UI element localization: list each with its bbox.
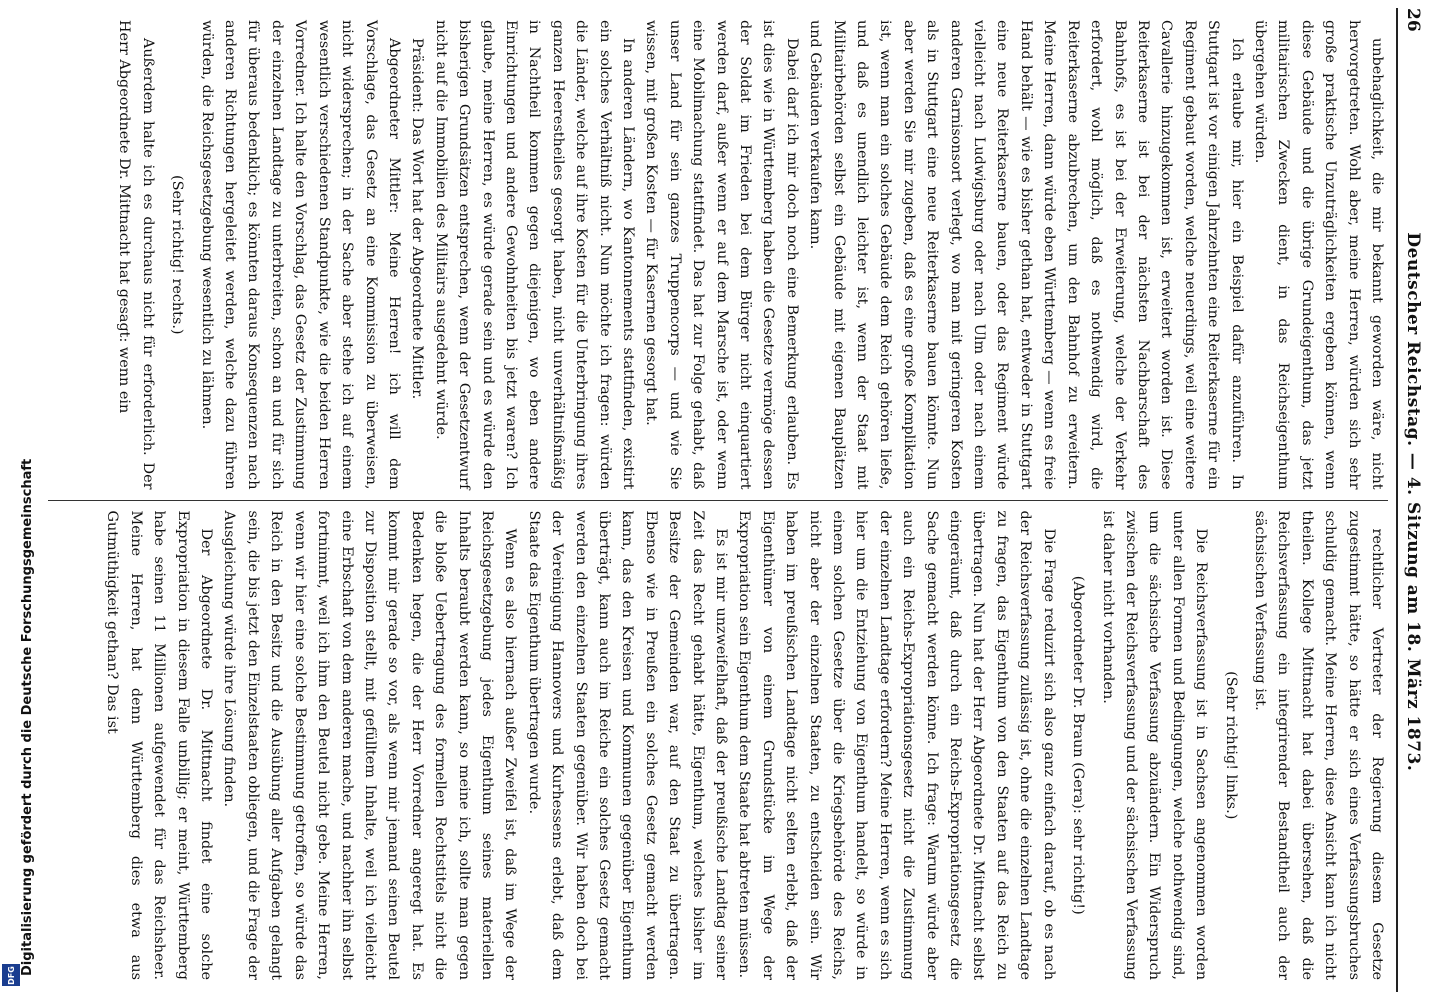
paragraph: rechtlicher Vertreter der Regierung diesem Gesetze zugestimmt hätte, so hätte er sich eines Verfassungsbruches schuldig gemacht. Meine Herren, diese Ansicht kann ich nicht theilen. Kollege Mittnacht hat dabei übersehen, daß die Reichsverfassung ein integrirender Bestandtheil auch der sächsischen Verfassung ist. <box>1251 510 1385 980</box>
dfg-logo-icon <box>2 964 20 986</box>
paragraph: In anderen Ländern, wo Kantonnements stattfinden, existirt ein solches Verhältniß nicht. Nun möchte ich fragen: würden die Länder, welche auf ihre Kosten für die Unterbringung ihres ganzen Heerestheiles gesorgt haben, nicht unverhältnißmäßig in Nachtheil kommen gegen diejenigen, wo eben andere Einrichtungen und andere Gewohnheiten bis jetzt waren? Ich glaube, meine Herren, es würde gerade sein und es würde den bisherigen Grundsätzen entsprechen, wenn der Gesetzentwurf nicht auf die Immobilien des Militairs ausgedehnt würde. <box>432 20 636 490</box>
right-column <box>48 501 1388 991</box>
paragraph: Abgeordneter Mittler: Meine Herren! ich will dem Vorschlage, das Gesetz an eine Kommission zu überweisen, nicht widersprechen; in der Sache aber stehe ich auf einem wesentlich verschiedenen Standpunkte, wie die beiden Herren Vorredner. Ich halte den Vorschlag, das Gesetz der Zustimmung der einzelnen Landtage zu unterbreiten, schon an und für sich für überaus bedenklich; es könnten daraus Konsequenzen nach anderen Richtungen hergeleitet werden, welche dazu führen würden, die Reichsgesetzgebung wesentlich zu lähmen. <box>198 20 402 490</box>
paragraph: Es ist mir unzweifelhaft, daß der preußische Landtag seiner Zeit das Recht gehabt hätte, Eigenthum, welches bisher im Besitze der Gemeinden war, auf den Staat zu übertragen. Ebenso wie in Preußen ein solches Gesetz gemacht werden kann, das den Kreisen und Kommunen gegenüber Eigenthum überträgt, kann auch im Reiche ein solches Gesetz gemacht werden den einzelnen Staaten gegenüber. Wir haben doch bei der Vereinigung Hannovers und Kurhessens erlebt, daß dem Staate das Eigenthum übertragen wurde. <box>525 510 730 980</box>
interjection: (Sehr richtig! rechts.) <box>169 174 186 335</box>
speaker-paragraph: Präsident: Das Wort hat der Abgeordnete Mittler. <box>409 38 426 400</box>
paragraph: Der Abgeordnete Dr. Mittnacht findet eine solche Expropriation in diesem Falle unbillig; er meint, Württemberg habe seinen 11 Millionen aufgewendet für das Reichsheer. Meine Herren, hat denn Württemberg dies etwa aus Gutmüthigkeit gethan? Das ist <box>104 510 215 980</box>
paragraph: Ich erlaube mir, hier ein Beispiel dafür anzuführen. In Stuttgart ist vor einigen Jahrzehnten eine Reiterkaserne für ein Regiment gebaut worden, welche neuerdings, weil eine weitere Cavallerie hinzugekommen ist, erweitert worden ist. Diese Reiterkaserne ist bei der nächsten Nachbarschaft des Bahnhofs, es ist bei der Erweiterung, welche der Verkehr erfordert, wohl möglich, daß es nothwendig wird, die Reiterkaserne abzubrechen, um den Bahnhof zu erweitern. Meine Herren, dann würde eben Württemberg — wenn es freie Hand behält — wie es bisher gethan hat, entweder in Stuttgart eine neue Reiterkaserne bauen, oder das Regiment würde vielleicht nach Ludwigsburg oder nach Ulm oder nach einem anderen Garnisonsort verlegt, wo man mit geringeren Kosten als in Stuttgart eine neue Reiterkaserne bauen könnte. Nun aber werden Sie mir zugeben, daß es eine große Komplikation ist, wenn man ein solches Gebäude dem Reich gehören ließe, und daß es unendlich leichter ist, wenn der Staat mit Militairbehörden selbst ein Gebäude mit eigenen Bauplätzen und Gebäuden verkaufen kann. <box>807 20 1245 490</box>
page-header <box>1396 8 1428 992</box>
page-number: 26 <box>1403 8 1423 32</box>
paragraph: Die Reichsverfassung ist in Sachsen angenommen worden unter allen Formen und Bedingungen, welche nothwendig sind, um die sächsische Verfassung abzuändern. Ein Widerspruch zwischen der Reichsverfassung und der sächsischen Verfassung ist daher nicht vorhanden. <box>1099 510 1210 980</box>
paragraph: Die Frage reduzirt sich also ganz einfach darauf, ob es nach der Reichsverfassung zulässig ist, ohne die einzelnen Landtage zu fragen, das Eigenthum von den Staaten auf das Reich zu übertragen. Nun hat der Herr Abgeordnete Dr. Mittnacht selbst eingeräumt, daß durch ein Reichs-Expropriationsgesetz die Sache gemacht werden könne. Ich frage: Warum würde aber auch ein Reichs-Expropriationsgesetz nicht die Zustimmung der einzelnen Landtage erfordern? Meine Herren, wenn es sich hier um die Entziehung von Eigenthum handelt, so würde in einem solchen Gesetze über die Kriegsbehörde des Reichs, nicht aber der einzelnen Staaten, zu entscheiden sein. Wir haben im preußischen Landtage nicht selten erlebt, daß der Eigenthümer von einem Grundstücke im Wege der Expropriation sein Eigenthum dem Staate hat abtreten müssen. <box>736 510 1057 980</box>
text-columns <box>48 10 1388 990</box>
digitization-footer <box>0 0 35 1000</box>
left-column <box>48 10 1388 500</box>
dfg-logo-text: DFG <box>6 965 16 985</box>
paragraph: unbehaglichkeit, die mir bekannt geworden wäre, nicht hervorgetreten. Wohl aber, meine Herren, würden sich sehr große praktische Unzuträglichkeiten ergeben können, wenn diese Gebäude und die übrige Grundeigenthum, das jetzt militairischen Zwecken dient, in das Reichseigenthum übergehen würden. <box>1251 20 1385 490</box>
paragraph: Außerdem halte ich es durchaus nicht für erforderlich. Der Herr Abgeordnete Dr. Mittnacht hat gesagt: wenn ein <box>116 20 156 490</box>
funding-notice: Digitalisierung gefördert durch die Deutsche Forschungsgemeinschaft <box>20 458 35 976</box>
interjection: (Abgeordneter Dr. Braun (Gera): sehr richtig!) <box>1070 575 1087 915</box>
page-title: Deutscher Reichstag. — 4. Sitzung am 18. März 1873. <box>1403 232 1423 772</box>
paragraph: Dabei darf ich mir doch noch eine Bemerkung erlauben. Es ist dies wie in Württemberg haben die Gesetze vermöge dessen der Soldat im Frieden bei dem Bürger nicht einquartiert werden darf, außer wenn er auf dem Marsche ist, oder wenn eine Mobilmachung stattfindet. Das hat zur Folge gehabt, daß unser Land für sein ganzes Truppencorps — und wie Sie wissen, mit großen Kosten — für Kasernen gesorgt hat. <box>643 20 800 490</box>
paragraph: Wenn es also hiernach außer Zweifel ist, daß im Wege der Reichsgesetzgebung jedes Eigenthum seines materiellen Inhalts beraubt werden kann, so meine ich, sollte man gegen die bloße Uebertragung des formellen Rechtstitels nicht die Bedenken hegen, die der Herr Vorredner angeregt hat. Es kommt mir gerade so vor, als wenn mir jemand seinen Beutel zur Disposition stellt, mit gefülltem Inhalte, weil ich vielleicht eine Erbschaft von dem anderen mache, und nachher ihn selbst fortnimmt, weil ich ihm den Beutel nicht gebe. Meine Herren, wenn wir hier eine solche Bestimmung getroffen, so würde das Reich in den Besitz und die Ausübung aller Aufgaben gelangt sein, die bis jetzt den Einzelstaaten obliegen, und die Frage der Ausgleichung würde ihre Lösung finden. <box>221 510 519 980</box>
rotated-page-content <box>42 0 1432 1000</box>
interjection: (Sehr richtig! links.) <box>1222 671 1239 820</box>
